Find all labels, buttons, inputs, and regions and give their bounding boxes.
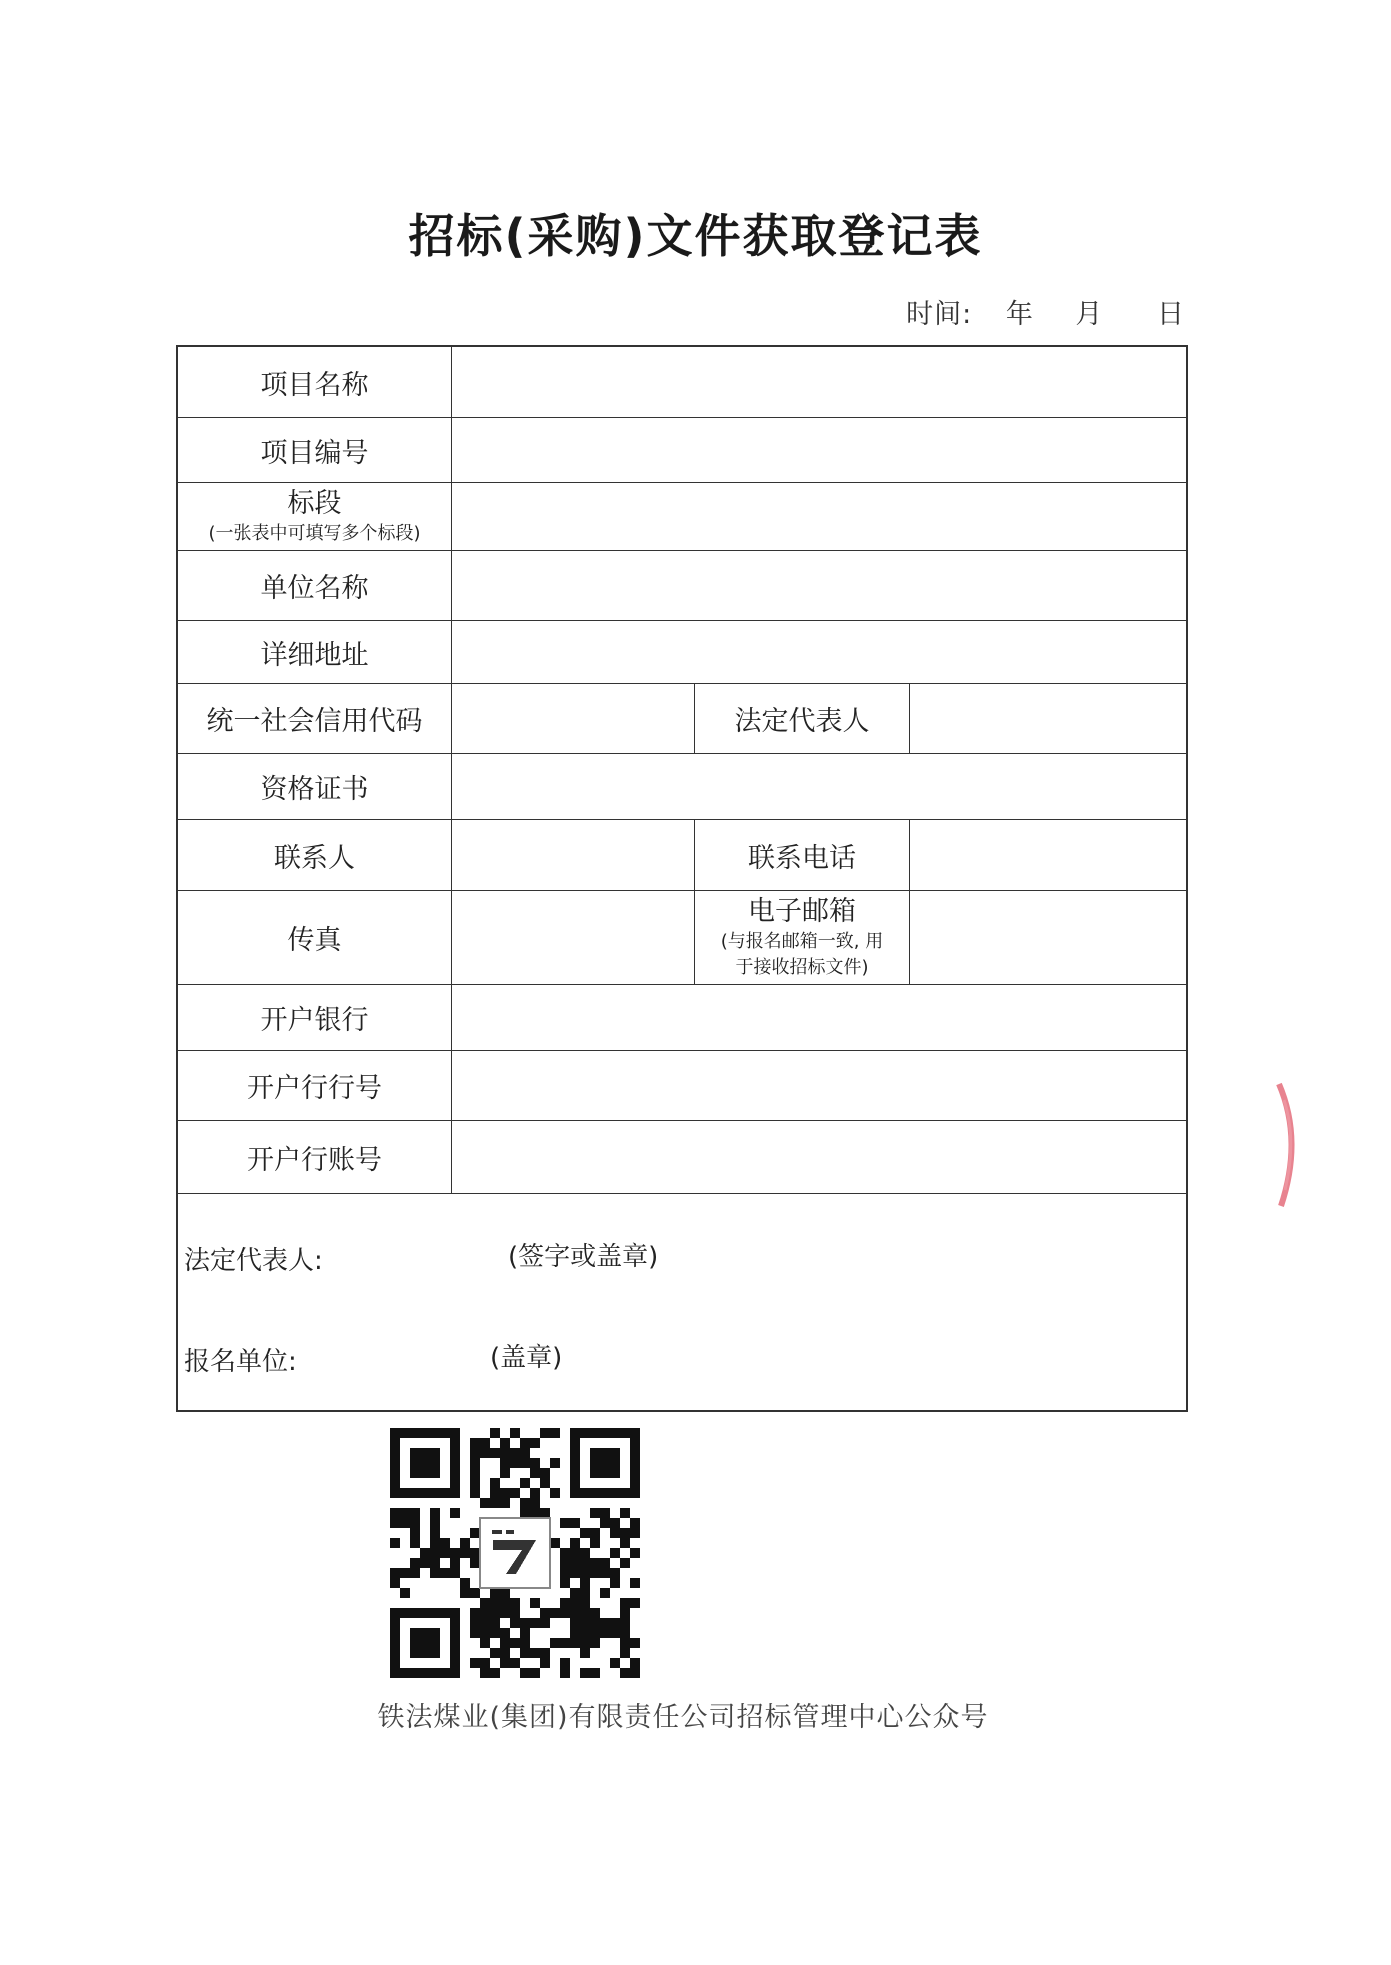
row-bank-account bbox=[178, 1121, 1186, 1194]
field-bank-account[interactable] bbox=[452, 1121, 1186, 1193]
row-project-name bbox=[178, 347, 1186, 418]
field-email[interactable] bbox=[910, 891, 1186, 984]
field-bank-no[interactable] bbox=[452, 1051, 1186, 1120]
label-address: 详细地址 bbox=[178, 621, 452, 683]
row-section bbox=[178, 483, 1186, 551]
field-project-no[interactable] bbox=[452, 418, 1186, 482]
row-project-no bbox=[178, 418, 1186, 483]
unit-signature-note: (盖章) bbox=[490, 1343, 563, 1373]
label-email-note-2: 于接收招标文件) bbox=[735, 956, 869, 978]
label-email-cell bbox=[694, 891, 910, 984]
field-phone[interactable] bbox=[910, 820, 1186, 890]
field-project-name[interactable] bbox=[452, 347, 1186, 417]
field-section[interactable] bbox=[452, 483, 1186, 550]
label-legal-rep: 法定代表人 bbox=[694, 684, 910, 753]
field-fax[interactable] bbox=[452, 891, 694, 984]
field-certificate[interactable] bbox=[452, 754, 1186, 819]
row-bank bbox=[178, 985, 1186, 1051]
label-section: 标段 bbox=[287, 487, 342, 519]
label-project-no: 项目编号 bbox=[178, 418, 452, 482]
label-fax: 传真 bbox=[178, 891, 452, 984]
row-bank-no bbox=[178, 1051, 1186, 1121]
field-legal-rep[interactable] bbox=[910, 684, 1186, 753]
row-company-name bbox=[178, 551, 1186, 621]
date-year: 年 bbox=[1005, 299, 1034, 330]
label-email: 电子邮箱 bbox=[748, 895, 856, 927]
label-section-note: (一张表中可填写多个标段) bbox=[208, 522, 421, 544]
date-label: 时间: bbox=[906, 299, 973, 330]
row-fax-email bbox=[178, 891, 1186, 985]
label-bank: 开户银行 bbox=[178, 985, 452, 1050]
label-bank-account: 开户行账号 bbox=[178, 1121, 452, 1193]
date-month: 月 bbox=[1075, 299, 1104, 330]
field-credit-code[interactable] bbox=[452, 684, 694, 753]
date-line bbox=[906, 292, 1185, 331]
field-bank[interactable] bbox=[452, 985, 1186, 1050]
row-credit-code bbox=[178, 684, 1186, 754]
red-stamp-edge-icon bbox=[1275, 1080, 1305, 1210]
row-address bbox=[178, 621, 1186, 684]
qr-code-icon bbox=[390, 1428, 640, 1678]
row-certificate bbox=[178, 754, 1186, 820]
legal-rep-signature-note: (签字或盖章) bbox=[508, 1242, 659, 1272]
qr-caption: 铁法煤业(集团)有限责任公司招标管理中心公众号 bbox=[377, 1702, 989, 1733]
label-bank-no: 开户行行号 bbox=[178, 1051, 452, 1120]
registration-form bbox=[176, 345, 1188, 1412]
label-credit-code: 统一社会信用代码 bbox=[178, 684, 452, 753]
field-contact[interactable] bbox=[452, 820, 694, 890]
label-section-cell bbox=[178, 483, 452, 550]
legal-rep-signature-label: 法定代表人: bbox=[184, 1246, 323, 1276]
label-contact: 联系人 bbox=[178, 820, 452, 890]
label-email-note-1: (与报名邮箱一致, 用 bbox=[720, 930, 884, 952]
field-address[interactable] bbox=[452, 621, 1186, 683]
row-contact bbox=[178, 820, 1186, 891]
label-project-name: 项目名称 bbox=[178, 347, 452, 417]
label-certificate: 资格证书 bbox=[178, 754, 452, 819]
unit-signature-label: 报名单位: bbox=[184, 1347, 297, 1377]
label-company-name: 单位名称 bbox=[178, 551, 452, 620]
date-day: 日 bbox=[1157, 299, 1185, 330]
form-title: 招标(采购)文件获取登记表 bbox=[408, 209, 983, 263]
label-phone: 联系电话 bbox=[694, 820, 910, 890]
field-company-name[interactable] bbox=[452, 551, 1186, 620]
